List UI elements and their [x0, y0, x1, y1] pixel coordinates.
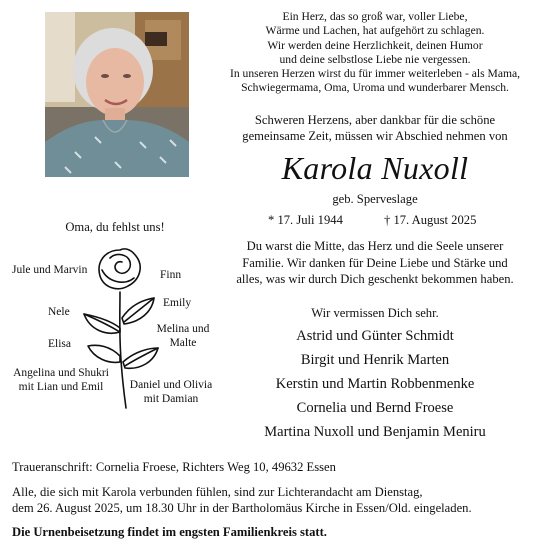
mourning-address: Traueranschrift: Cornelia Froese, Richters Weg 10, 49632 Essen	[12, 460, 336, 474]
grandchild-melina-line2: Malte	[169, 337, 197, 349]
grandchild-daniel-line2: mit Damian	[143, 393, 199, 405]
farewell-text	[205, 112, 545, 144]
portrait-photo	[45, 12, 189, 177]
poem	[205, 10, 545, 96]
grandchild-finn: Finn	[160, 269, 182, 281]
poem-line: und deine selbstlose Liebe nie vergessen.	[279, 52, 471, 66]
grandchild-jule-marvin: Jule und Marvin	[12, 264, 88, 276]
tribute-line: alles, was wir durch Dich geschenkt bekommen haben.	[236, 272, 514, 286]
family-name: Birgit und Henrik Marten	[300, 352, 450, 368]
grandchild-angelina-line2: mit Lian und Emil	[18, 381, 104, 393]
poem-line: Wärme und Lachen, hat aufgehört zu schlagen.	[265, 24, 485, 38]
grandchild-daniel-olivia	[124, 378, 218, 406]
farewell-line: gemeinsame Zeit, müssen wir Abschied nehmen von	[242, 129, 508, 143]
tribute-line: Du warst die Mitte, das Herz und die Seele unserer	[246, 239, 504, 253]
poem-line: In unseren Herzen wirst du für immer weiterleben - als Mama,	[229, 67, 521, 81]
grandchild-elisa: Elisa	[48, 338, 71, 350]
grandchild-nele: Nele	[48, 306, 70, 318]
miss-you-line: Wir vermissen Dich sehr.	[311, 306, 439, 320]
poem-line: Wir werden deine Herzlichkeit, deinen Humor	[267, 38, 483, 52]
grandchild-melina-malte	[154, 322, 212, 350]
farewell-line: Schweren Herzens, aber dankbar für die schöne	[254, 113, 496, 127]
deceased-name: Karola Nuxoll	[281, 150, 469, 186]
family-name: Astrid und Günter Schmidt	[296, 328, 454, 344]
service-line-2: dem 26. August 2025, um 18.30 Uhr in der Bartholomäus Kirche in Essen/Old. eingeladen.	[12, 501, 472, 515]
grandchild-angelina-line1: Angelina und Shukri	[13, 367, 109, 379]
poem-line: Ein Herz, das so groß war, voller Liebe,	[282, 10, 468, 23]
poem-line: Schwiegermama, Oma, Uroma und wunderbarer Mensch.	[241, 81, 509, 95]
mourner-families	[205, 324, 545, 444]
grandchild-angelina-shukri	[10, 366, 112, 394]
urn-burial-note: Die Urnenbeisetzung findet im engsten Familienkreis statt.	[12, 525, 327, 539]
family-name: Martina Nuxoll und Benjamin Meniru	[264, 424, 486, 440]
tribute-text	[205, 238, 545, 288]
grandchildren-heading: Oma, du fehlst uns!	[65, 220, 165, 234]
family-name: Cornelia und Bernd Froese	[296, 400, 454, 416]
grandchild-emily: Emily	[163, 297, 192, 309]
tribute-line: Familie. Wir danken für Deine Liebe und Stärke und	[242, 255, 508, 270]
grandchild-daniel-line1: Daniel und Olivia	[129, 379, 213, 391]
family-name: Kerstin und Martin Robbenmenke	[275, 376, 475, 392]
grandchild-melina-line1: Melina und	[156, 323, 210, 335]
birth-date: * 17. Juli 1944	[268, 213, 343, 227]
service-line-1: Alle, die sich mit Karola verbunden fühlen, sind zur Lichterandacht am Dienstag,	[12, 485, 423, 499]
death-date: † 17. August 2025	[384, 213, 477, 227]
birth-name: geb. Sperveslage	[332, 192, 418, 206]
